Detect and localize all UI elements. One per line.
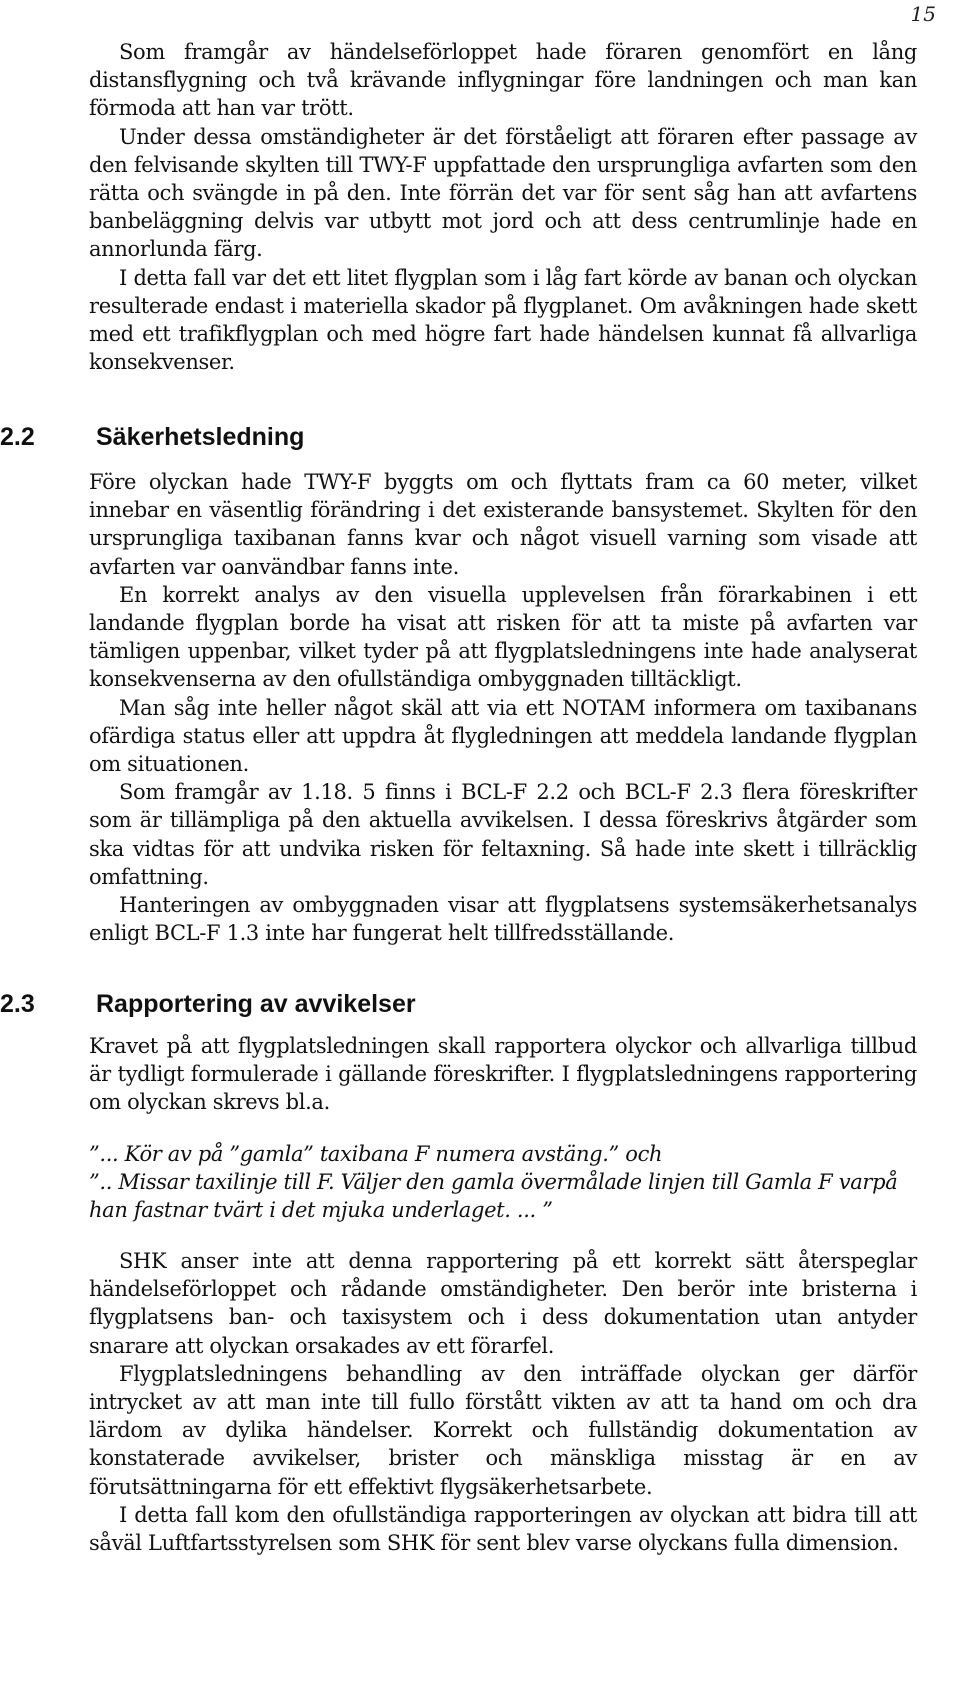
section-2-3-intro bbox=[89, 1032, 917, 1117]
page-number: 15 bbox=[910, 2, 936, 26]
section-heading-2-3 bbox=[0, 990, 416, 1019]
section-heading-2-2 bbox=[0, 423, 304, 452]
intro-text bbox=[89, 38, 917, 376]
section-number: 2.3 bbox=[0, 990, 35, 1018]
paragraph: SHK anser inte att denna rapportering på ett korrekt sätt återspeglar händelseförloppet och rådande omständigheter. Den berör inte bristerna i flygplatsens ban- och taxisystem och i dess dokumentation utan antyder snarare att olyckan orsakades av ett förarfel. bbox=[89, 1249, 917, 1358]
section-2-2-body bbox=[89, 468, 917, 947]
section-title: Säkerhetsledning bbox=[96, 423, 305, 451]
section-number: 2.2 bbox=[0, 423, 35, 451]
paragraph: En korrekt analys av den visuella upplevelsen från förarkabinen i ett landande flygplan borde ha visat att risken för att ta miste på avfarten var tämligen uppenbar, vilket tyder på att flygplatsledningens inte hade analyserat konsekvenserna av den ofullständiga ombyggnaden tilltäckligt. bbox=[89, 582, 917, 692]
paragraph: Under dessa omständigheter är det förståeligt att föraren efter passage av den felvisande skylten till TWY-F uppfattade den ursprungliga avfarten som den rätta och svängde in på den. Inte förrän det var för sent såg han att avfartens banbeläggning delvis var utbytt mot jord och att dess centrumlinje hade en annorlunda färg. bbox=[89, 124, 917, 262]
paragraph: Hanteringen av ombyggnaden visar att flygplatsens systemsäkerhetsanalys enligt BCL-F 1.3 inte har fungerat helt tillfredsställande. bbox=[89, 893, 917, 946]
quote-line: ”... Kör av på ”gamla” taxibana F numera avstäng.” och bbox=[89, 1142, 663, 1166]
paragraph: I detta fall var det ett litet flygplan som i låg fart körde av banan och olyckan resulterade endast i materiella skador på flygplanet. Om avåkningen hade skett med ett trafikflygplan och med högre fart hade händelsen kunnat få allvarliga konsekvenser. bbox=[89, 265, 917, 375]
paragraph: Man såg inte heller något skäl att via ett NOTAM informera om taxibanans ofärdiga status eller att uppdra åt flygledningen att meddela landande flygplan om situationen. bbox=[89, 695, 917, 777]
quote-block bbox=[89, 1140, 917, 1225]
paragraph: Kravet på att flygplatsledningen skall rapportera olyckor och allvarliga tillbud är tydligt formulerade i gällande föreskrifter. I flygplatsledningens rapportering om olyckan skrevs bl.a. bbox=[89, 1034, 917, 1115]
paragraph: Som framgår av händelseförloppet hade föraren genomfört en lång distansflygning och två krävande inflygningar före landningen och man kan förmoda att han var trött. bbox=[89, 40, 917, 121]
paragraph: I detta fall kom den ofullständiga rapporteringen av olyckan att bidra till att såväl Luftfartsstyrelsen som SHK för sent blev varse olyckans fulla dimension. bbox=[89, 1502, 917, 1556]
paragraph: Flygplatsledningens behandling av den inträffade olyckan ger därför intrycket av att man inte till fullo förstått vikten av att ta hand om och dra lärdom av dylika händelser. Korrekt och fullständig dokumentation av konstaterade avvikelser, brister och mänskliga misstag är en av förutsättningarna för ett effektivt flygsäkerhetsarbete. bbox=[89, 1361, 917, 1499]
paragraph: Som framgår av 1.18. 5 finns i BCL-F 2.2 och BCL-F 2.3 flera föreskrifter som är tillämpliga på den aktuella avvikelsen. I dessa föreskrivs åtgärder som ska vidtas för att undvika risken för feltaxning. Så hade inte skett i tillräcklig omfattning. bbox=[89, 780, 917, 889]
section-2-3-body bbox=[89, 1247, 917, 1557]
paragraph: Före olyckan hade TWY-F byggts om och flyttats fram ca 60 meter, vilket innebar en väsentlig förändring i det existerande bansystemet. Skylten för den ursprungliga taxibanan fanns kvar och något visuell varning som visade att avfarten var oanvändbar fanns inte. bbox=[89, 470, 917, 579]
quote-line: ”.. Missar taxilinje till F. Väljer den gamla övermålade linjen till Gamla F varpå han fastnar tvärt i det mjuka underlaget. ... ” bbox=[89, 1170, 898, 1223]
section-title: Rapportering av avvikelser bbox=[96, 990, 416, 1018]
